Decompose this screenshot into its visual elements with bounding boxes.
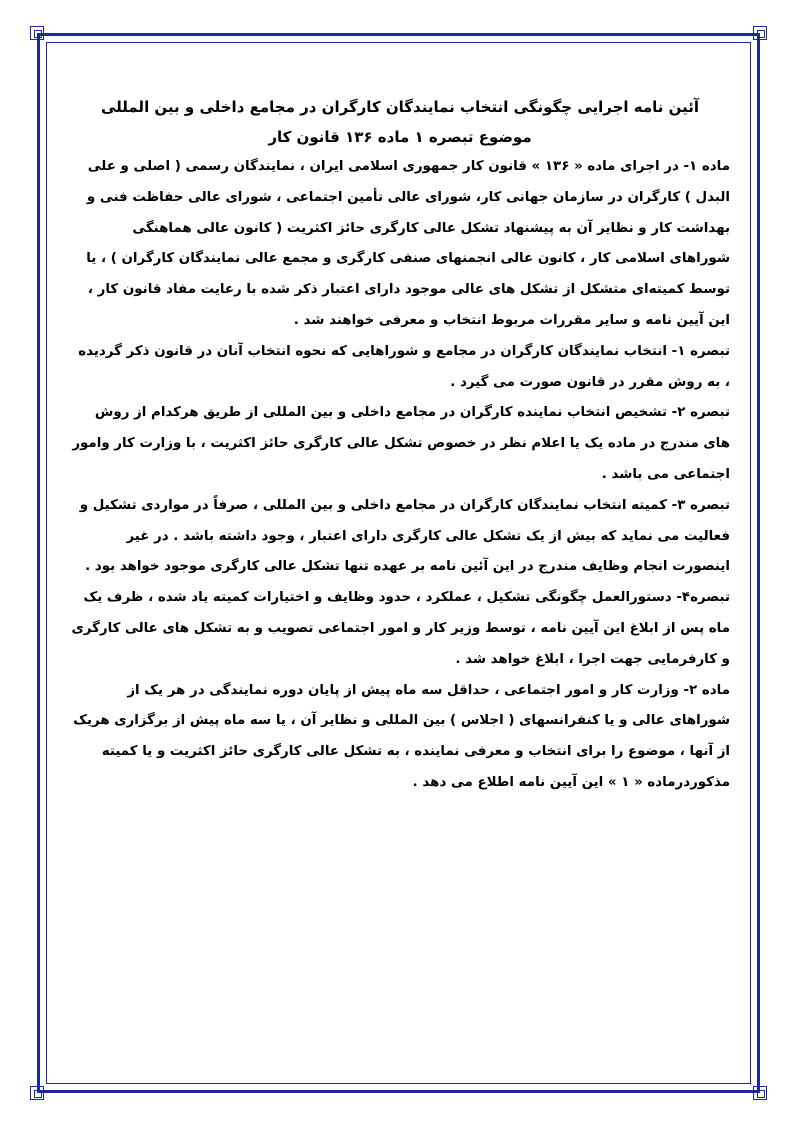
frame-corner-bottom-right (753, 1086, 767, 1100)
document-subtitle: موضوع تبصره ۱ ماده ۱۳۶ قانون کار (268, 128, 532, 146)
paragraph-label: تبصره ۲- (671, 405, 730, 421)
paragraph-text: تشخیص انتخاب نماینده کارگران در مجامع داخلی و بین المللی از طریق هرکدام از روش های مندرج در ماده یک یا اعلام نظر در خصوص تشکل عالی کارگری حائز اکثریت ، با وزارت کار وامور اجتماعی می باشد . (72, 405, 730, 482)
paragraph-label: تبصره ۳- (671, 497, 730, 513)
paragraph-label: ماده ۲- (683, 682, 730, 698)
paragraph-text: در اجرای ماده « ۱۳۶ » قانون کار جمهوری اسلامی ایران ، نمایندگان رسمی ( اصلی و علی البدل ) کارگران در سازمان جهانی کار، شورای عالی تأمین اجتماعی ، شورای عالی حفاظت فنی و بهداشت کار و نظایر آن به پیشنهاد تشکل عالی کارگری حائز اکثریت ( کانون عالی هماهنگی شوراهای اسلامی کار ، کانون عالی انجمنهای صنفی کارگری و مجمع عالی نمایندگان کارگران ) ، یا توسط کمیته‌ای متشکل از تشکل های عالی موجود دارای اعتبار ذکر شده با رعایت مفاد قانون کار ، این آیین نامه و سایر مقررات مربوط انتخاب و معرفی خواهند شد . (86, 159, 730, 328)
paragraph-text: انتخاب نمایندگان کارگران در مجامع و شوراهایی که نحوه انتخاب آنان در قانون ذکر گردیده ، به روش مقرر در قانون صورت می گیرد . (78, 343, 730, 390)
paragraph-label: تبصره ۱- (671, 343, 730, 359)
paragraph-note-4 (70, 583, 730, 675)
document-body (70, 92, 730, 799)
paragraph-article-1 (70, 152, 730, 337)
paragraph-note-3 (70, 491, 730, 583)
frame-corner-bottom-left (30, 1086, 44, 1100)
paragraph-text: دستورالعمل چگونگی تشکیل ، عملکرد ، حدود وظایف و اختیارات کمیته یاد شده ، ظرف یک ماه پس از ابلاغ این آیین نامه ، توسط وزیر کار و امور اجتماعی تصویب و به تشکل های عالی کارگری و کارفرمایی جهت اجرا ، ابلاغ خواهد شد . (71, 590, 730, 667)
paragraph-text: کمیته انتخاب نمایندگان کارگران در مجامع داخلی و بین المللی ، صرفاً در مواردی تشکیل و فعالیت می نماید که بیش از یک تشکل عالی کارگری دارای اعتبار ، وجود داشته باشد . در غیر اینصورت انجام وظایف مندرج در این آئین نامه بر عهده تنها تشکل عالی کارگری موجود خواهد بود . (79, 497, 730, 575)
document-title: آئین نامه اجرایی چگونگی انتخاب نمایندگان کارگران در مجامع داخلی و بین المللی (100, 98, 700, 116)
frame-corner-top-right (753, 26, 767, 40)
paragraph-label: ماده ۱- (683, 159, 730, 174)
frame-corner-top-left (30, 26, 44, 40)
paragraph-article-2 (70, 676, 730, 799)
paragraph-label: تبصره۴- (676, 590, 730, 606)
paragraph-text: وزارت کار و امور اجتماعی ، حداقل سه ماه پیش از پایان دوره نمایندگی در هر یک از شوراهای عالی و یا کنفرانسهای ( اجلاس ) بین المللی و نظایر آن ، یا سه ماه پیش از برگزاری هریک از آنها ، موضوع را برای انتخاب و معرفی نماینده ، به تشکل عالی کارگری حائز اکثریت و یا کمیته مذکوردرماده « ۱ » این آیین نامه اطلاع می دهد . (73, 682, 730, 790)
paragraph-note-1 (70, 337, 730, 399)
paragraph-note-2 (70, 398, 730, 490)
document-paragraphs (70, 152, 730, 799)
